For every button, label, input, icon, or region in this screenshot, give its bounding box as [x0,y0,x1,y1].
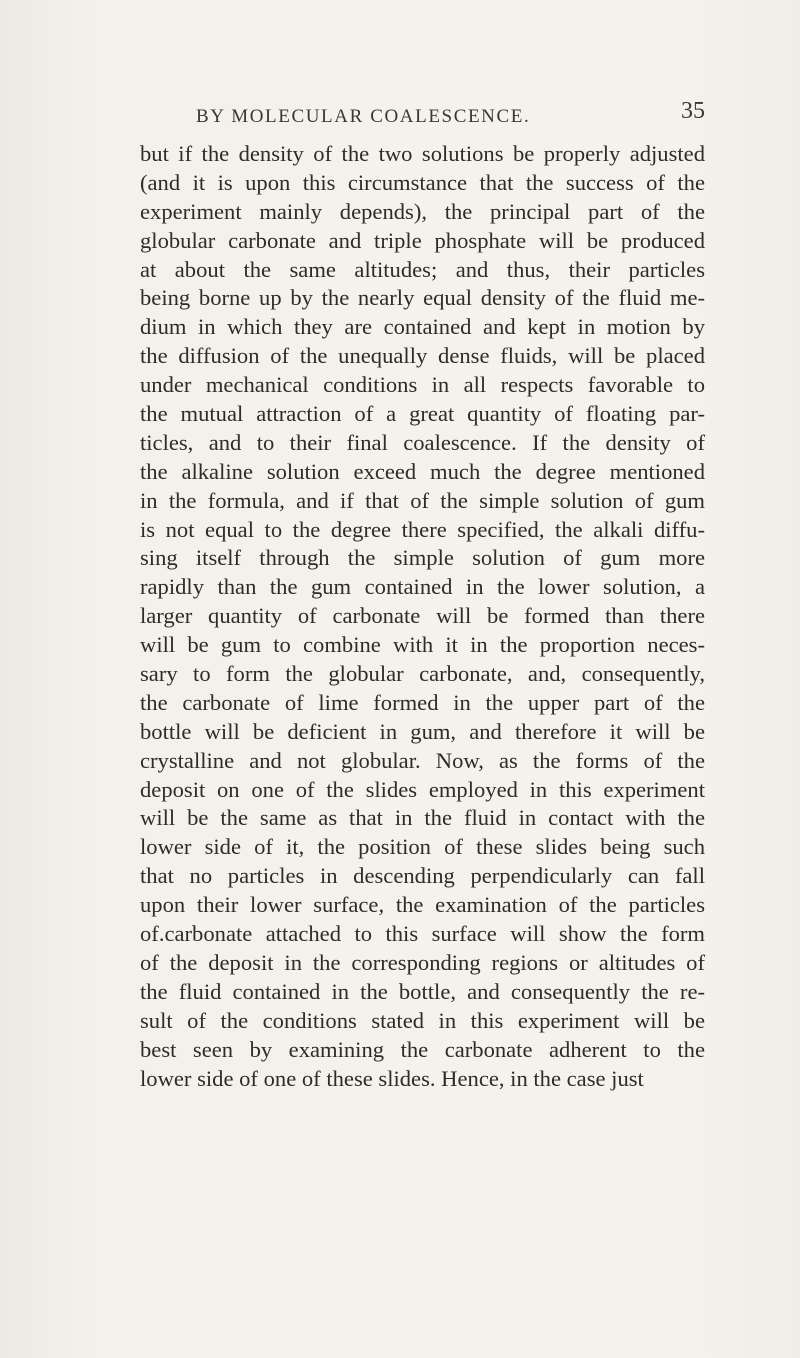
page-number: 35 [681,98,705,124]
text-line: the diffusion of the unequally dense fluids, will be placed [140,343,705,369]
text-line: deposit on one of the slides employed in this experiment [140,776,705,802]
text-line: at about the same altitudes; and thus, their particles [140,256,705,282]
text-line: the fluid contained in the bottle, and consequently the re- [140,978,705,1004]
text-line: the carbonate of lime formed in the upper part of the [140,689,705,715]
text-line: but if the density of the two solutions be properly adjusted [140,141,705,166]
body-text [140,140,705,1093]
text-line: sult of the conditions stated in this experiment will be [140,1007,705,1033]
running-head [140,98,705,134]
text-line: in the formula, and if that of the simple solution of gum [140,487,705,513]
text-line: globular carbonate and triple phosphate will be produced [140,227,705,253]
running-title: BY MOLECULAR COALESCENCE. [196,106,531,127]
text-line: will be gum to combine with it in the proportion neces- [140,632,705,658]
text-line: sary to form the globular carbonate, and, consequently, [140,661,705,687]
text-line: will be the same as that in the fluid in contact with the [140,805,705,831]
text-line: bottle will be deficient in gum, and therefore it will be [140,718,705,744]
text-line: of.carbonate attached to this surface will show the form [140,921,705,947]
text-line: ticles, and to their final coalescence. If the density of [140,429,705,455]
text-line: the mutual attraction of a great quantity of floating par- [140,401,705,427]
text-line: larger quantity of carbonate will be formed than there [140,603,705,629]
text-line: of the deposit in the corresponding regions or altitudes of [140,949,705,975]
text-line: is not equal to the degree there specified, the alkali diffu- [140,516,705,542]
text-line: lower side of one of these slides. Hence, in the case just [140,1065,644,1091]
text-line: the alkaline solution exceed much the degree mentioned [140,458,705,484]
text-line: crystalline and not globular. Now, as the forms of the [140,747,705,773]
text-line: lower side of it, the position of these slides being such [140,834,705,860]
text-line: experiment mainly depends), the principal part of the [140,198,705,224]
text-line: upon their lower surface, the examination of the particles [140,892,705,918]
text-line: sing itself through the simple solution of gum more [140,545,705,571]
text-line: that no particles in descending perpendicularly can fall [140,863,705,889]
text-line: (and it is upon this circumstance that the success of the [140,169,705,195]
text-line: rapidly than the gum contained in the lower solution, a [140,574,705,600]
text-line: dium in which they are contained and kept in motion by [140,314,705,340]
text-line: being borne up by the nearly equal density of the fluid me- [140,285,705,311]
text-line: best seen by examining the carbonate adherent to the [140,1036,705,1062]
text-line: under mechanical conditions in all respects favorable to [140,372,705,398]
